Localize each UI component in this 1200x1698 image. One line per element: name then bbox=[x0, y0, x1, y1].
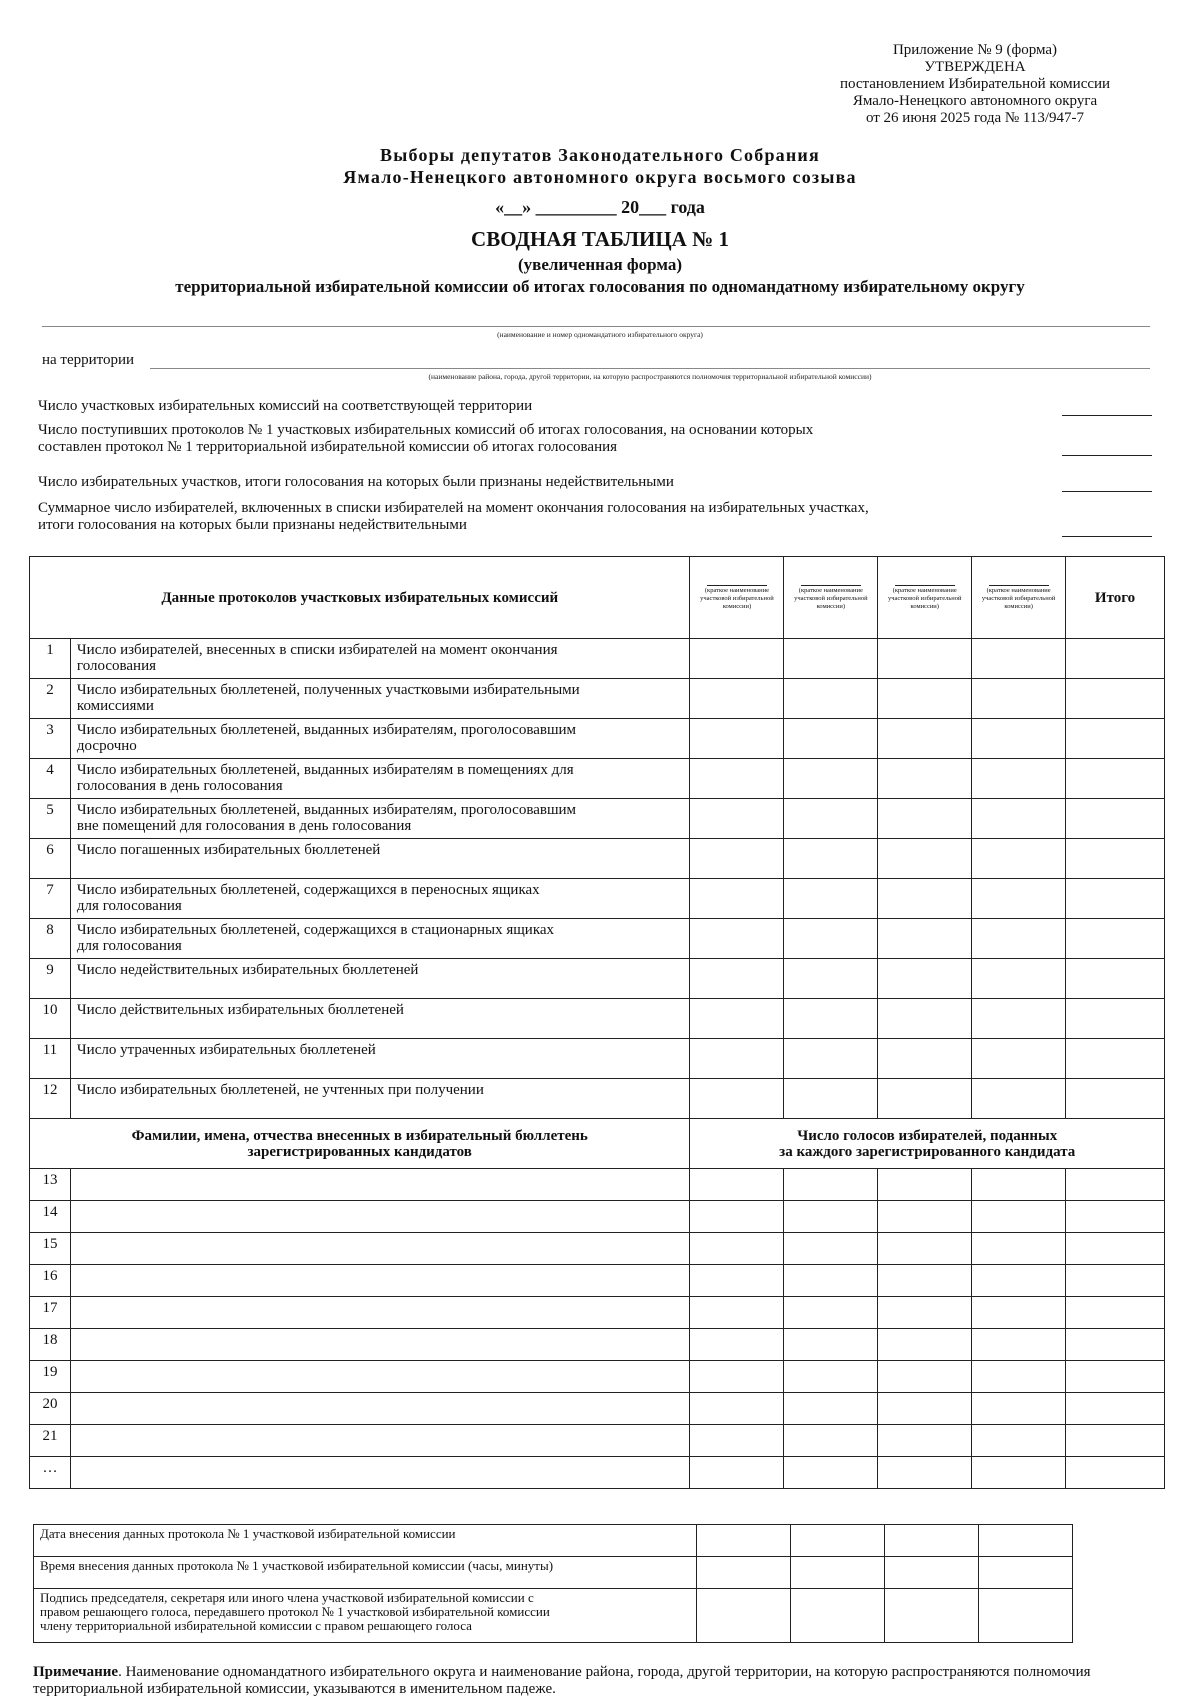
vote-cell[interactable] bbox=[784, 1233, 878, 1265]
total-cell[interactable] bbox=[1066, 799, 1165, 839]
total-cell[interactable] bbox=[1066, 639, 1165, 679]
candidate-name-cell[interactable] bbox=[70, 1329, 690, 1361]
vote-cell[interactable] bbox=[972, 1457, 1066, 1489]
candidate-name-cell[interactable] bbox=[70, 1361, 690, 1393]
vote-cell[interactable] bbox=[972, 1297, 1066, 1329]
signature-label-line2: правом решающего голоса, передавшего протокол № 1 участковой избирательной комиссии bbox=[40, 1604, 550, 1619]
table-row bbox=[30, 1079, 1165, 1119]
table-row bbox=[30, 839, 1165, 879]
value-cell[interactable] bbox=[972, 839, 1066, 879]
candidate-row bbox=[30, 1265, 1165, 1297]
vote-cell[interactable] bbox=[690, 1393, 784, 1425]
commission-column-4[interactable] bbox=[972, 557, 1066, 639]
entry-date-label: Дата внесения данных протокола № 1 участковой избирательной комиссии bbox=[34, 1525, 697, 1557]
vote-total-cell[interactable] bbox=[1066, 1265, 1165, 1297]
row-label-line1: Число избирательных бюллетеней, содержащихся в переносных ящиках bbox=[76, 882, 540, 898]
vote-cell[interactable] bbox=[690, 1169, 784, 1201]
vote-cell[interactable] bbox=[878, 1425, 972, 1457]
candidate-row bbox=[30, 1425, 1165, 1457]
votes-header bbox=[690, 1119, 1165, 1169]
protocol-data-header: Данные протоколов участковых избирательных комиссий bbox=[30, 557, 690, 639]
entry-time-cell[interactable] bbox=[885, 1557, 979, 1589]
approval-block bbox=[800, 42, 1150, 127]
signature-label-line1: Подпись председателя, секретаря или иного члена участковой избирательной комиссии с bbox=[40, 1590, 534, 1605]
commission-column-2[interactable] bbox=[784, 557, 878, 639]
table-row bbox=[30, 679, 1165, 719]
vote-cell[interactable] bbox=[972, 1201, 1066, 1233]
row-label-line1: Число избирательных бюллетеней, выданных избирателям в помещениях для bbox=[76, 762, 574, 778]
vote-cell[interactable] bbox=[784, 1457, 878, 1489]
value-cell[interactable] bbox=[784, 759, 878, 799]
value-cell[interactable] bbox=[690, 799, 784, 839]
row-number: 5 bbox=[30, 799, 71, 839]
row-label-line1: Число избирательных бюллетеней, полученных участковыми избирательными bbox=[76, 682, 580, 698]
vote-cell[interactable] bbox=[690, 1457, 784, 1489]
candidate-name-cell[interactable] bbox=[70, 1457, 690, 1489]
table-row bbox=[34, 1589, 1073, 1643]
row-label bbox=[70, 719, 690, 759]
value-cell[interactable] bbox=[972, 1039, 1066, 1079]
row-number: 13 bbox=[30, 1169, 71, 1201]
row-label-line1: Число избирательных бюллетеней, выданных избирателям, проголосовавшим bbox=[76, 722, 577, 738]
row-label bbox=[70, 639, 690, 679]
vote-total-cell[interactable] bbox=[1066, 1457, 1165, 1489]
vote-cell[interactable] bbox=[878, 1265, 972, 1297]
candidate-row bbox=[30, 1361, 1165, 1393]
value-cell[interactable] bbox=[784, 839, 878, 879]
row-number: 20 bbox=[30, 1393, 71, 1425]
candidate-row bbox=[30, 1233, 1165, 1265]
stat-invalid-precincts-field[interactable] bbox=[1062, 491, 1152, 492]
candidate-name-cell[interactable] bbox=[70, 1297, 690, 1329]
row-number: 19 bbox=[30, 1361, 71, 1393]
stat-voters-invalid-label bbox=[38, 500, 869, 534]
vote-cell[interactable] bbox=[878, 1329, 972, 1361]
footnote bbox=[33, 1664, 1173, 1698]
value-cell[interactable] bbox=[690, 1039, 784, 1079]
total-cell[interactable] bbox=[1066, 879, 1165, 919]
row-label bbox=[70, 839, 690, 879]
vote-cell[interactable] bbox=[784, 1297, 878, 1329]
vote-cell[interactable] bbox=[972, 1265, 1066, 1297]
signature-cell[interactable] bbox=[697, 1589, 791, 1643]
approved-label: УТВЕРЖДЕНА bbox=[924, 59, 1026, 75]
vote-cell[interactable] bbox=[878, 1361, 972, 1393]
vote-total-cell[interactable] bbox=[1066, 1233, 1165, 1265]
footnote-label: Примечание bbox=[33, 1664, 119, 1680]
row-number: 9 bbox=[30, 959, 71, 999]
value-cell[interactable] bbox=[972, 719, 1066, 759]
value-cell[interactable] bbox=[878, 1079, 972, 1119]
stat-protocols-received-line1: Число поступивших протоколов № 1 участковых избирательных комиссий об итогах голосования, на основании которых bbox=[38, 422, 814, 438]
stat-voters-invalid-line2: итоги голосования на которых были признаны недействительными bbox=[38, 517, 467, 533]
signature-label bbox=[34, 1589, 697, 1643]
district-name-field[interactable] bbox=[42, 326, 1150, 327]
total-column-header: Итого bbox=[1066, 557, 1165, 639]
vote-total-cell[interactable] bbox=[1066, 1201, 1165, 1233]
row-number: 6 bbox=[30, 839, 71, 879]
signature-label-line3: члену территориальной избирательной комиссии с правом решающего голоса bbox=[40, 1618, 472, 1633]
row-label-line1: Число избирателей, внесенных в списки избирателей на момент окончания bbox=[76, 642, 558, 658]
entry-date-cell[interactable] bbox=[791, 1525, 885, 1557]
row-label-line1: Число избирательных бюллетеней, содержащихся в стационарных ящиках bbox=[76, 922, 555, 938]
value-cell[interactable] bbox=[784, 679, 878, 719]
vote-cell[interactable] bbox=[690, 1265, 784, 1297]
row-label bbox=[70, 799, 690, 839]
stat-protocols-received-label bbox=[38, 422, 813, 456]
entry-time-cell[interactable] bbox=[697, 1557, 791, 1589]
value-cell[interactable] bbox=[972, 759, 1066, 799]
table-header-row bbox=[30, 557, 1165, 639]
row-number: 11 bbox=[30, 1039, 71, 1079]
vote-cell[interactable] bbox=[878, 1457, 972, 1489]
value-cell[interactable] bbox=[878, 719, 972, 759]
approval-date: от 26 июня 2025 года № 113/947-7 bbox=[865, 110, 1085, 126]
table-row bbox=[30, 959, 1165, 999]
vote-cell[interactable] bbox=[878, 1393, 972, 1425]
value-cell[interactable] bbox=[690, 679, 784, 719]
table-row bbox=[30, 719, 1165, 759]
summary-table bbox=[29, 556, 1165, 1489]
row-label-line1: Число недействительных избирательных бюллетеней bbox=[76, 962, 419, 978]
vote-cell[interactable] bbox=[690, 1361, 784, 1393]
votes-header-line2: за каждого зарегистрированного кандидата bbox=[779, 1143, 1076, 1160]
value-cell[interactable] bbox=[690, 999, 784, 1039]
vote-cell[interactable] bbox=[972, 1393, 1066, 1425]
value-cell[interactable] bbox=[878, 1039, 972, 1079]
row-number: 14 bbox=[30, 1201, 71, 1233]
candidates-header-line2: зарегистрированных кандидатов bbox=[247, 1143, 472, 1160]
candidate-row bbox=[30, 1393, 1165, 1425]
value-cell[interactable] bbox=[690, 1079, 784, 1119]
vote-cell[interactable] bbox=[690, 1233, 784, 1265]
elections-title bbox=[0, 144, 1200, 188]
footnote-text: . Наименование одномандатного избирательного округа и наименование района, города, другой территории, на которую распространяются полномочия территориальной избирательной комиссии, указываются в именительном падеже. bbox=[33, 1664, 1091, 1697]
total-cell[interactable] bbox=[1066, 679, 1165, 719]
value-cell[interactable] bbox=[784, 1079, 878, 1119]
row-number: … bbox=[30, 1457, 71, 1489]
value-cell[interactable] bbox=[784, 639, 878, 679]
row-label-line1: Число избирательных бюллетеней, не учтенных при получении bbox=[76, 1082, 484, 1098]
commission-caption: (краткое наименование участковой избирательной комиссии) bbox=[887, 586, 962, 610]
row-number: 8 bbox=[30, 919, 71, 959]
row-number: 16 bbox=[30, 1265, 71, 1297]
signature-cell[interactable] bbox=[979, 1589, 1073, 1643]
vote-cell[interactable] bbox=[972, 1361, 1066, 1393]
stat-invalid-precincts-label: Число избирательных участков, итоги голосования на которых были признаны недействительными bbox=[38, 474, 674, 490]
candidate-row bbox=[30, 1457, 1165, 1489]
value-cell[interactable] bbox=[972, 1079, 1066, 1119]
vote-cell[interactable] bbox=[972, 1233, 1066, 1265]
entry-date-cell[interactable] bbox=[697, 1525, 791, 1557]
value-cell[interactable] bbox=[690, 759, 784, 799]
value-cell[interactable] bbox=[878, 639, 972, 679]
value-cell[interactable] bbox=[972, 879, 1066, 919]
value-cell[interactable] bbox=[690, 959, 784, 999]
stat-voters-invalid-field[interactable] bbox=[1062, 536, 1152, 537]
vote-cell[interactable] bbox=[972, 1169, 1066, 1201]
candidate-row bbox=[30, 1297, 1165, 1329]
value-cell[interactable] bbox=[972, 799, 1066, 839]
elections-title-line2: Ямало-Ненецкого автономного округа восьмого созыва bbox=[343, 167, 857, 187]
value-cell[interactable] bbox=[878, 759, 972, 799]
row-number: 18 bbox=[30, 1329, 71, 1361]
row-label-line2: вне помещений для голосования в день голосования bbox=[76, 818, 412, 834]
table-row bbox=[34, 1525, 1073, 1557]
value-cell[interactable] bbox=[690, 639, 784, 679]
vote-cell[interactable] bbox=[784, 1201, 878, 1233]
row-label-line1: Число погашенных избирательных бюллетеней bbox=[76, 842, 381, 858]
stat-protocols-received-field[interactable] bbox=[1062, 455, 1152, 456]
approval-resolution: постановлением Избирательной комиссии bbox=[839, 76, 1111, 92]
total-cell[interactable] bbox=[1066, 1039, 1165, 1079]
value-cell[interactable] bbox=[690, 719, 784, 759]
row-label-line1: Число действительных избирательных бюллетеней bbox=[76, 1002, 404, 1018]
row-label bbox=[70, 679, 690, 719]
vote-cell[interactable] bbox=[784, 1265, 878, 1297]
vote-cell[interactable] bbox=[784, 1169, 878, 1201]
row-label bbox=[70, 959, 690, 999]
row-number: 7 bbox=[30, 879, 71, 919]
row-label-line1: Число избирательных бюллетеней, выданных избирателям, проголосовавшим bbox=[76, 802, 577, 818]
vote-cell[interactable] bbox=[690, 1425, 784, 1457]
row-label bbox=[70, 759, 690, 799]
candidates-header-row bbox=[30, 1119, 1165, 1169]
value-cell[interactable] bbox=[972, 679, 1066, 719]
table-row bbox=[30, 879, 1165, 919]
row-label bbox=[70, 1039, 690, 1079]
vote-cell[interactable] bbox=[784, 1361, 878, 1393]
vote-cell[interactable] bbox=[784, 1393, 878, 1425]
value-cell[interactable] bbox=[784, 879, 878, 919]
signature-cell[interactable] bbox=[791, 1589, 885, 1643]
value-cell[interactable] bbox=[878, 799, 972, 839]
value-cell[interactable] bbox=[690, 839, 784, 879]
candidate-name-cell[interactable] bbox=[70, 1265, 690, 1297]
candidate-row bbox=[30, 1169, 1165, 1201]
date-line[interactable]: «__» _________ 20___ года bbox=[495, 197, 705, 217]
stat-protocols-received-line2: составлен протокол № 1 территориальной избирательной комиссии об итогах голосования bbox=[38, 439, 618, 455]
territory-label: на территории bbox=[42, 352, 135, 368]
protocol-transfer-table bbox=[33, 1524, 1073, 1643]
row-number: 4 bbox=[30, 759, 71, 799]
table-row bbox=[30, 919, 1165, 959]
row-label bbox=[70, 1079, 690, 1119]
total-cell[interactable] bbox=[1066, 839, 1165, 879]
commission-caption: (краткое наименование участковой избирательной комиссии) bbox=[981, 586, 1056, 610]
value-cell[interactable] bbox=[878, 959, 972, 999]
candidate-row bbox=[30, 1329, 1165, 1361]
row-label-line2: для голосования bbox=[76, 898, 182, 914]
page-title: СВОДНАЯ ТАБЛИЦА № 1 bbox=[471, 227, 729, 251]
vote-total-cell[interactable] bbox=[1066, 1297, 1165, 1329]
vote-total-cell[interactable] bbox=[1066, 1329, 1165, 1361]
elections-title-line1: Выборы депутатов Законодательного Собрания bbox=[380, 145, 820, 165]
row-number: 1 bbox=[30, 639, 71, 679]
page-description: территориальной избирательной комиссии об итогах голосования по одномандатному избирательному округу bbox=[175, 277, 1025, 296]
table-row bbox=[30, 759, 1165, 799]
row-label bbox=[70, 879, 690, 919]
row-number: 17 bbox=[30, 1297, 71, 1329]
entry-time-label: Время внесения данных протокола № 1 участковой избирательной комиссии (часы, минуты) bbox=[34, 1557, 697, 1589]
total-cell[interactable] bbox=[1066, 759, 1165, 799]
row-number: 12 bbox=[30, 1079, 71, 1119]
total-cell[interactable] bbox=[1066, 959, 1165, 999]
row-label-line2: досрочно bbox=[76, 738, 137, 754]
table-row bbox=[30, 639, 1165, 679]
candidate-name-cell[interactable] bbox=[70, 1169, 690, 1201]
vote-cell[interactable] bbox=[784, 1329, 878, 1361]
table-row bbox=[30, 799, 1165, 839]
total-cell[interactable] bbox=[1066, 999, 1165, 1039]
value-cell[interactable] bbox=[972, 959, 1066, 999]
vote-cell[interactable] bbox=[690, 1329, 784, 1361]
vote-cell[interactable] bbox=[878, 1169, 972, 1201]
stat-commissions-count-label: Число участковых избирательных комиссий на соответствующей территории bbox=[38, 398, 533, 414]
value-cell[interactable] bbox=[878, 999, 972, 1039]
candidate-name-cell[interactable] bbox=[70, 1425, 690, 1457]
row-label bbox=[70, 919, 690, 959]
candidate-row bbox=[30, 1201, 1165, 1233]
value-cell[interactable] bbox=[972, 919, 1066, 959]
row-label-line2: комиссиями bbox=[76, 698, 154, 714]
vote-cell[interactable] bbox=[784, 1425, 878, 1457]
stat-voters-invalid-line1: Суммарное число избирателей, включенных в списки избирателей на момент окончания голосования на избирательных участках, bbox=[38, 500, 869, 516]
value-cell[interactable] bbox=[690, 919, 784, 959]
commission-column-1[interactable] bbox=[690, 557, 784, 639]
row-label bbox=[70, 999, 690, 1039]
entry-date-cell[interactable] bbox=[885, 1525, 979, 1557]
table-row bbox=[34, 1557, 1073, 1589]
candidates-header bbox=[30, 1119, 690, 1169]
value-cell[interactable] bbox=[878, 839, 972, 879]
territory-name-field[interactable] bbox=[150, 368, 1150, 369]
total-cell[interactable] bbox=[1066, 1079, 1165, 1119]
appendix-label: Приложение № 9 (форма) bbox=[892, 42, 1058, 58]
row-number: 3 bbox=[30, 719, 71, 759]
value-cell[interactable] bbox=[784, 719, 878, 759]
vote-cell[interactable] bbox=[972, 1329, 1066, 1361]
value-cell[interactable] bbox=[784, 959, 878, 999]
value-cell[interactable] bbox=[878, 919, 972, 959]
candidates-header-line1: Фамилии, имена, отчества внесенных в избирательный бюллетень bbox=[131, 1127, 588, 1144]
total-cell[interactable] bbox=[1066, 719, 1165, 759]
votes-header-line1: Число голосов избирателей, поданных bbox=[797, 1127, 1058, 1144]
signature-cell[interactable] bbox=[885, 1589, 979, 1643]
row-label-line1: Число утраченных избирательных бюллетеней bbox=[76, 1042, 376, 1058]
page-subtitle: (увеличенная форма) bbox=[518, 255, 682, 274]
vote-cell[interactable] bbox=[878, 1233, 972, 1265]
vote-cell[interactable] bbox=[690, 1201, 784, 1233]
value-cell[interactable] bbox=[972, 999, 1066, 1039]
row-label-line2: голосования bbox=[76, 658, 157, 674]
vote-cell[interactable] bbox=[878, 1297, 972, 1329]
candidate-name-cell[interactable] bbox=[70, 1233, 690, 1265]
row-number: 15 bbox=[30, 1233, 71, 1265]
table-row bbox=[30, 999, 1165, 1039]
candidate-name-cell[interactable] bbox=[70, 1201, 690, 1233]
commission-caption: (краткое наименование участковой избирательной комиссии) bbox=[700, 586, 774, 610]
total-cell[interactable] bbox=[1066, 919, 1165, 959]
value-cell[interactable] bbox=[784, 919, 878, 959]
value-cell[interactable] bbox=[784, 1039, 878, 1079]
value-cell[interactable] bbox=[878, 679, 972, 719]
vote-total-cell[interactable] bbox=[1066, 1425, 1165, 1457]
row-label-line2: для голосования bbox=[76, 938, 182, 954]
entry-time-cell[interactable] bbox=[979, 1557, 1073, 1589]
vote-total-cell[interactable] bbox=[1066, 1169, 1165, 1201]
commission-column-3[interactable] bbox=[878, 557, 972, 639]
value-cell[interactable] bbox=[784, 799, 878, 839]
vote-total-cell[interactable] bbox=[1066, 1393, 1165, 1425]
stat-commissions-count-field[interactable] bbox=[1062, 415, 1152, 416]
vote-cell[interactable] bbox=[690, 1297, 784, 1329]
table-row bbox=[30, 1039, 1165, 1079]
vote-cell[interactable] bbox=[878, 1201, 972, 1233]
territory-caption: (наименование района, города, другой территории, на которую распространяются полномочия территориальной избирательной комиссии) bbox=[428, 372, 872, 381]
vote-total-cell[interactable] bbox=[1066, 1361, 1165, 1393]
commission-caption: (краткое наименование участковой избирательной комиссии) bbox=[794, 586, 868, 610]
row-number: 10 bbox=[30, 999, 71, 1039]
row-number: 21 bbox=[30, 1425, 71, 1457]
value-cell[interactable] bbox=[784, 999, 878, 1039]
value-cell[interactable] bbox=[690, 879, 784, 919]
value-cell[interactable] bbox=[972, 639, 1066, 679]
approval-authority: Ямало-Ненецкого автономного округа bbox=[852, 93, 1098, 109]
district-caption: (наименование и номер одномандатного избирательного округа) bbox=[497, 330, 703, 339]
entry-date-cell[interactable] bbox=[979, 1525, 1073, 1557]
value-cell[interactable] bbox=[878, 879, 972, 919]
entry-time-cell[interactable] bbox=[791, 1557, 885, 1589]
candidate-name-cell[interactable] bbox=[70, 1393, 690, 1425]
row-label-line2: голосования в день голосования bbox=[76, 778, 283, 794]
row-number: 2 bbox=[30, 679, 71, 719]
vote-cell[interactable] bbox=[972, 1425, 1066, 1457]
